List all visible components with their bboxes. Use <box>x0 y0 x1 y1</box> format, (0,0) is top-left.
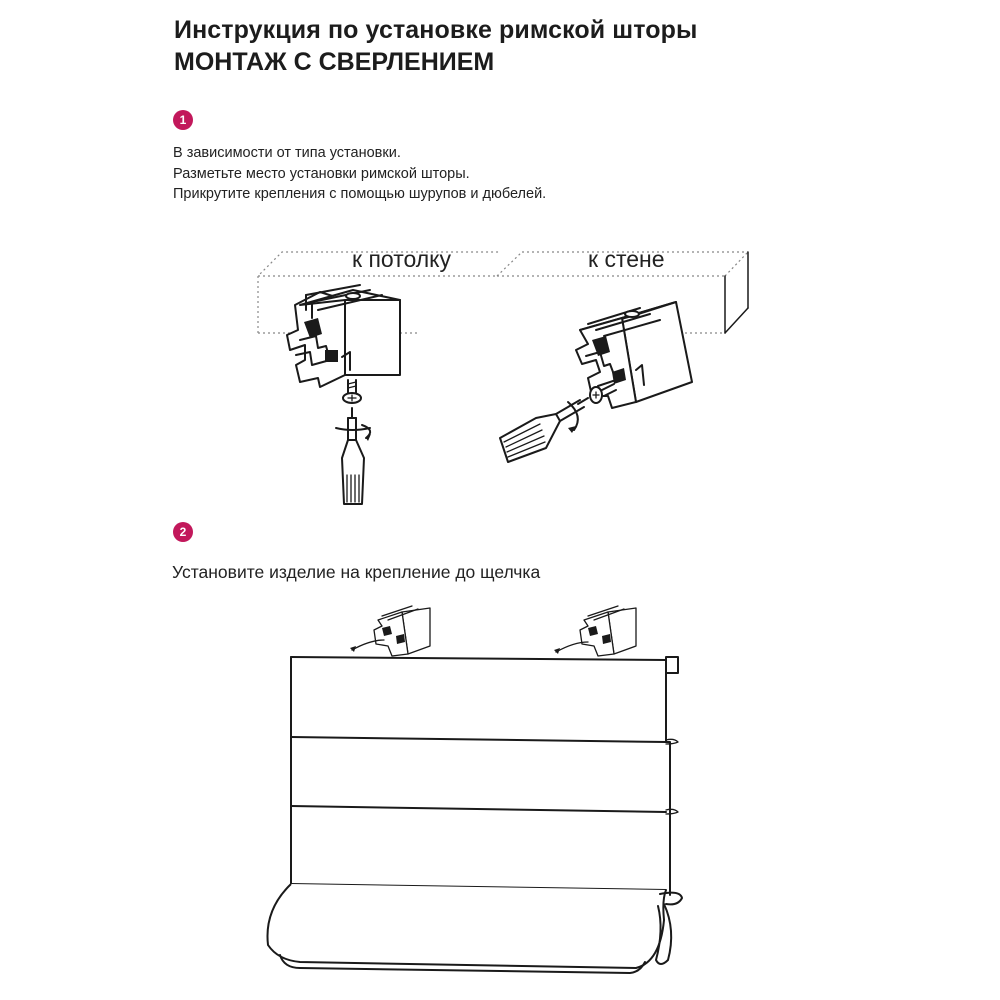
step-1-line: Прикрутите крепления с помощью шурупов и дюбелей. <box>173 186 547 202</box>
mounted-bracket-left <box>350 606 430 656</box>
step-2-badge: 2 <box>173 522 193 542</box>
page-subtitle: МОНТАЖ С СВЕРЛЕНИЕМ <box>174 48 495 76</box>
wall-bracket <box>500 302 692 462</box>
mounted-bracket-right <box>554 606 636 656</box>
step-2-instructions: Установите изделие на крепление до щелчка <box>172 562 541 582</box>
label-ceiling: к потолку <box>352 246 451 272</box>
step-1-badge: 1 <box>173 110 193 130</box>
step-1-line: Разметьте место установки римской шторы. <box>173 165 470 182</box>
page-title: Инструкция по установке римской шторы <box>174 16 698 44</box>
roman-blind <box>267 657 682 973</box>
ceiling-bracket <box>287 285 400 504</box>
step-1-line: В зависимости от типа установки. <box>173 145 401 161</box>
label-wall: к стене <box>588 246 665 272</box>
